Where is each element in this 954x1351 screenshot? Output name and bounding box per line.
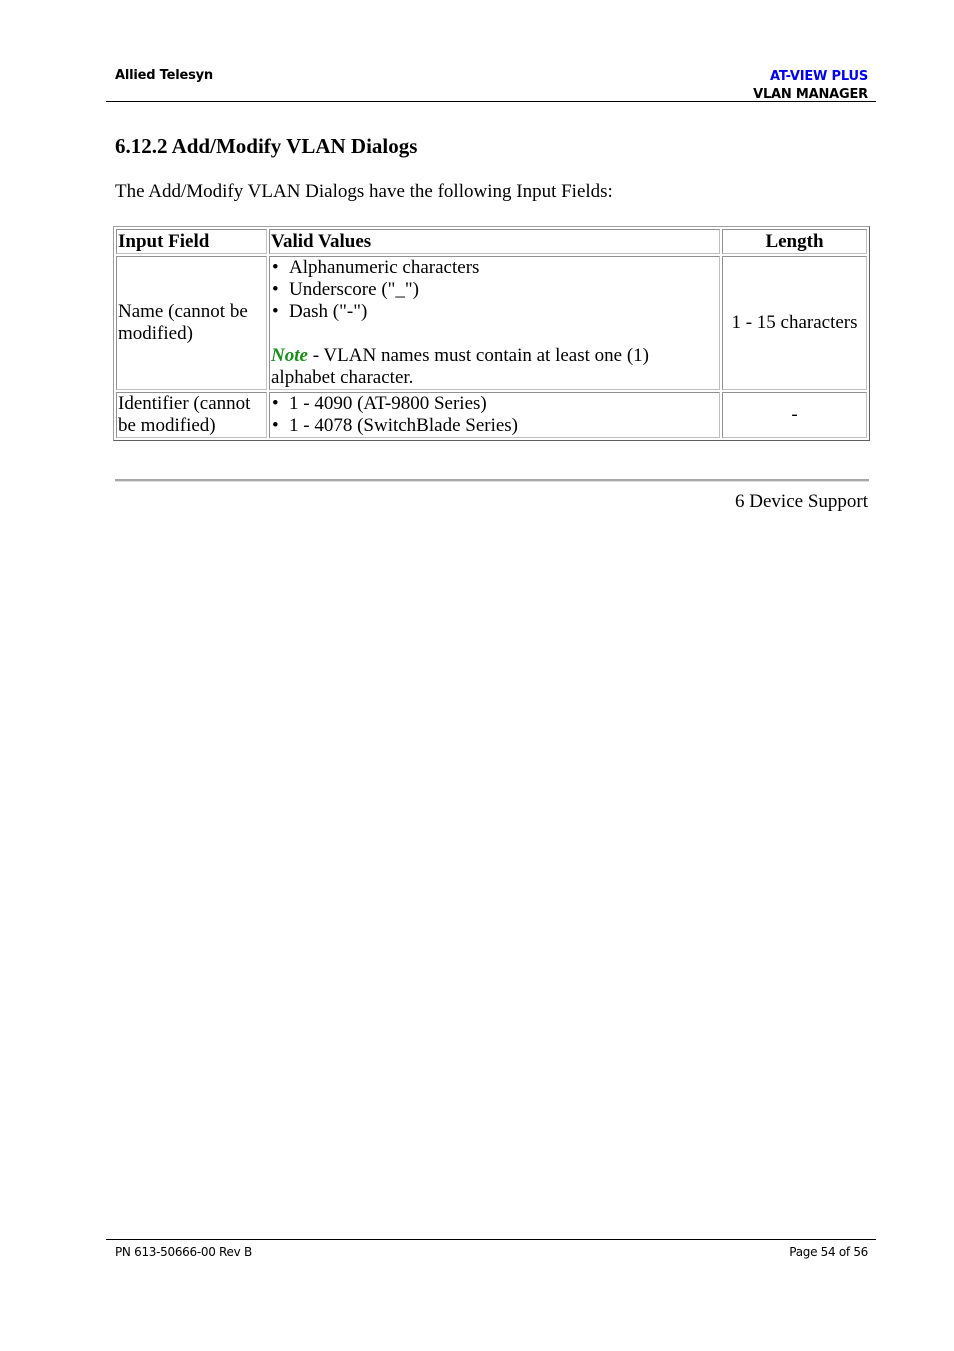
valid-values-list bbox=[271, 393, 718, 437]
valid-values-list bbox=[271, 257, 718, 323]
section-intro: The Add/Modify VLAN Dialogs have the following Input Fields: bbox=[115, 181, 613, 202]
module-name: VLAN MANAGER bbox=[753, 87, 868, 102]
note bbox=[271, 345, 718, 389]
page-number: Page 54 of 56 bbox=[789, 1245, 868, 1259]
spacer bbox=[271, 323, 718, 345]
list-item: • Alphanumeric characters bbox=[271, 257, 718, 279]
length-cell: - bbox=[722, 392, 867, 438]
valid-values-cell bbox=[269, 392, 720, 438]
table-row bbox=[116, 392, 867, 438]
section-title: 6.12.2 Add/Modify VLAN Dialogs bbox=[115, 134, 418, 158]
product-name: AT-VIEW PLUS bbox=[770, 69, 868, 84]
table-header-row bbox=[116, 229, 867, 254]
note-label: Note bbox=[271, 345, 308, 366]
list-item: • 1 - 4090 (AT-9800 Series) bbox=[271, 393, 718, 415]
column-header-length: Length bbox=[722, 229, 867, 254]
field-name-cell: Identifier (cannot be modified) bbox=[116, 392, 267, 438]
company-name: Allied Telesyn bbox=[115, 68, 213, 83]
column-header-input-field: Input Field bbox=[116, 229, 267, 254]
list-item: • Dash ("-") bbox=[271, 301, 718, 323]
valid-values-cell bbox=[269, 256, 720, 390]
table-row bbox=[116, 256, 867, 390]
navigation-divider bbox=[115, 479, 869, 482]
note-text: - VLAN names must contain at least one (1) alphabet character. bbox=[271, 345, 649, 388]
list-item: • 1 - 4078 (SwitchBlade Series) bbox=[271, 415, 718, 437]
header-divider bbox=[106, 101, 876, 102]
header-product-block bbox=[753, 68, 868, 104]
length-cell: 1 - 15 characters bbox=[722, 256, 867, 390]
part-number: PN 613-50666-00 Rev B bbox=[115, 1245, 252, 1259]
field-name-cell: Name (cannot be modified) bbox=[116, 256, 267, 390]
column-header-valid-values: Valid Values bbox=[269, 229, 720, 254]
footer-divider bbox=[106, 1239, 876, 1240]
parent-section-link[interactable]: 6 Device Support bbox=[735, 491, 868, 512]
input-fields-table bbox=[113, 226, 870, 441]
list-item: • Underscore ("_") bbox=[271, 279, 718, 301]
